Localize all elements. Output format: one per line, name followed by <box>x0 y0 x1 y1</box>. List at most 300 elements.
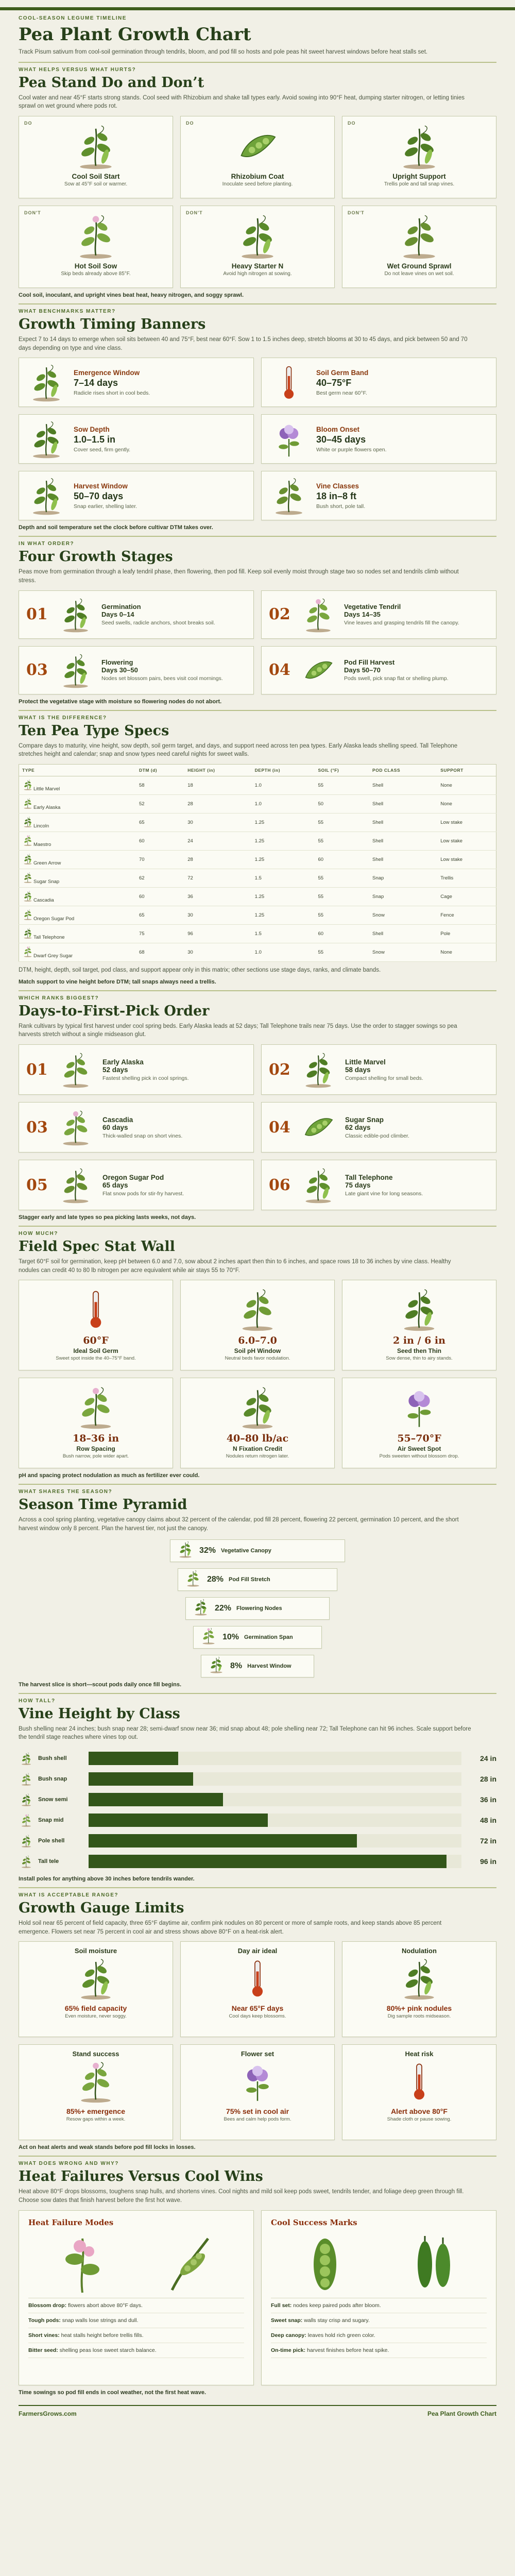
table-cell: 1.0 <box>252 795 315 814</box>
stat-label: Soil pH Window <box>234 1347 281 1355</box>
table-cell: 1.25 <box>252 906 315 925</box>
gauge-sub: Shade cloth or pause sowing. <box>387 2116 452 2123</box>
table-cell: 30 <box>184 943 251 962</box>
pick-plant-icon <box>56 1164 95 1206</box>
type-name: Early Alaska <box>33 805 61 811</box>
pick-sub: Compact shelling for small beds. <box>345 1075 423 1081</box>
section-title: Four Growth Stages <box>19 549 173 565</box>
bar-track <box>89 1752 461 1765</box>
banner-value: 50–70 days <box>74 490 124 501</box>
table-cell: Fence <box>437 906 496 925</box>
bar-value: 28 in <box>480 1775 496 1784</box>
stage-title: Germination <box>101 603 141 611</box>
stat-value: 40–80 lb/ac <box>226 1433 289 1445</box>
stat-icon <box>348 1383 491 1431</box>
table-cell: 28 <box>184 795 251 814</box>
type-name: Oregon Sugar Pod <box>33 916 75 922</box>
divider <box>19 1887 496 1888</box>
leaf-icon <box>22 860 33 866</box>
heat-list <box>28 2298 244 2358</box>
tile-sub: Inoculate seed before planting. <box>222 181 293 188</box>
tier-percent: 22% <box>215 1603 232 1613</box>
field-grid <box>19 1280 496 1468</box>
type-name: Dwarf Grey Sugar <box>33 953 73 959</box>
leaf-icon <box>22 935 33 940</box>
stat-sub: Sweet spot inside the 40–75°F band. <box>56 1355 136 1362</box>
banner-title: Emergence Window <box>74 368 140 377</box>
gauge-title: Stand success <box>72 2050 119 2058</box>
stat-label: N Fixation Credit <box>232 1445 282 1453</box>
stat-label: Ideal Soil Germ <box>73 1347 118 1355</box>
table-cell: 58 <box>136 776 184 795</box>
stage-plant-icon <box>57 651 94 690</box>
do-dont-tile <box>19 116 173 198</box>
section-intro: Heat above 80°F drops blossoms, toughens snap hulls, and shortens vines. Cool nights and mild soil keep pods sweet, tendrils tender, and foliage deep green through fill. Choose sow dates that finish harvest before the first hot wave. <box>19 2189 464 2204</box>
type-name: Tall Telephone <box>33 935 65 941</box>
banner-value: 1.0–1.5 in <box>74 434 116 445</box>
pick-card <box>261 1102 496 1153</box>
section-eyebrow: WHICH RANKS BIGGEST? <box>19 995 99 1001</box>
divider <box>19 1693 496 1694</box>
type-name: Maestro <box>33 842 52 848</box>
bar-fill <box>89 1814 268 1827</box>
pick-title: Oregon Sugar Pod <box>102 1173 164 1181</box>
gauge-sub: Cool days keep blossoms. <box>229 2013 286 2020</box>
leaf-icon <box>22 842 33 848</box>
pick-sub: Classic edible-pod climber. <box>345 1132 409 1139</box>
section-title: Heat Failures Versus Cool Wins <box>19 2168 263 2185</box>
item-text: leaves hold rich green color. <box>307 2332 375 2338</box>
stages-grid <box>19 590 496 694</box>
pyramid-tier <box>201 1655 314 1677</box>
table-cell: 75 <box>136 925 184 943</box>
section-eyebrow: WHAT HELPS VERSUS WHAT HURTS? <box>19 66 136 73</box>
banner-icon <box>25 362 67 403</box>
panel-title: Heat Failure Modes <box>28 2217 114 2227</box>
table-cell: 1.25 <box>252 832 315 851</box>
tier-percent: 32% <box>199 1546 216 1555</box>
column-header: SOIL (°F) <box>315 765 369 776</box>
table-cell: 60 <box>315 925 369 943</box>
stage-title: Pod Fill Harvest <box>344 658 395 667</box>
page-title: Pea Plant Growth Chart <box>19 24 251 45</box>
cell-type <box>22 927 133 940</box>
banner-title: Sow Depth <box>74 425 110 433</box>
leaf-icon <box>22 916 33 922</box>
section-eyebrow: WHAT DOES WRONG AND WHY? <box>19 2161 119 2167</box>
gauge-title: Heat risk <box>405 2050 434 2058</box>
section-caption: Act on heat alerts and weak stands before pod fill locks in losses. <box>19 2144 196 2151</box>
gauge-icon <box>348 1955 491 2002</box>
bar-value: 36 in <box>480 1795 496 1804</box>
bar-value: 48 in <box>480 1816 496 1825</box>
table-row <box>19 851 496 869</box>
section-title: Growth Timing Banners <box>19 316 206 333</box>
stat-sub: Nodules return nitrogen later. <box>226 1453 289 1460</box>
gauge-title: Day air ideal <box>237 1947 278 1955</box>
section-eyebrow: WHAT SHARES THE SEASON? <box>19 1489 113 1495</box>
do-dont-tile <box>180 206 335 288</box>
type-name: Little Marvel <box>33 786 60 792</box>
pick-rank: 01 <box>26 1060 48 1079</box>
pick-plant-icon <box>299 1164 338 1206</box>
table-cell: 18 <box>184 776 251 795</box>
gauge-value: Alert above 80°F <box>391 2107 448 2116</box>
section-caption: The harvest slice is short—scout pods daily once fill begins. <box>19 1681 182 1688</box>
leaf-icon <box>22 953 33 959</box>
pick-sub: Flat snow pods for stir-fry harvest. <box>102 1190 184 1197</box>
spec-table-body <box>19 776 496 962</box>
season-section <box>19 1489 496 1687</box>
spec-note: DTM, height, depth, soil target, pod class, and support appear only in this matrix; other sections use stage days, ranks, and climate bands. <box>19 967 381 974</box>
item-text: harvest finishes before heat spike. <box>307 2347 389 2353</box>
stat-card <box>342 1378 496 1468</box>
banner-value: 40–75°F <box>316 377 352 388</box>
stat-icon <box>24 1383 167 1431</box>
type-name: Green Arrow <box>33 860 61 867</box>
banner-title: Bloom Onset <box>316 425 360 433</box>
table-cell: 50 <box>315 795 369 814</box>
table-cell: None <box>437 776 496 795</box>
section-caption: Install poles for anything above 30 inches before tendrils wander. <box>19 1876 195 1883</box>
plant-icon <box>23 122 168 171</box>
panel-illustration <box>28 2231 244 2298</box>
season-pyramid <box>19 1539 496 1677</box>
cell-type <box>22 816 133 829</box>
pick-days: 52 days <box>102 1065 128 1074</box>
cell-type <box>22 853 133 866</box>
stages-section <box>19 541 496 704</box>
stat-sub: Sow dense, thin to airy stands. <box>386 1355 453 1362</box>
tier-percent: 10% <box>222 1632 239 1641</box>
stat-sub: Pods sweeten without blossom drop. <box>379 1453 459 1460</box>
item-key: Sweet snap: <box>271 2317 303 2324</box>
table-row <box>19 943 496 962</box>
stage-plant-icon <box>57 595 94 634</box>
bar-fill <box>89 1834 357 1848</box>
banner-value: 18 in–8 ft <box>316 490 357 501</box>
stage-sub: Pods swell, pick snap flat or shelling plump. <box>344 675 449 682</box>
table-cell: 1.25 <box>252 814 315 832</box>
stage-title: Flowering <box>101 658 133 667</box>
list-item <box>28 2298 244 2313</box>
table-row <box>19 814 496 832</box>
stat-card <box>19 1378 173 1468</box>
vine-bar-chart <box>19 1748 496 1872</box>
table-cell: 1.25 <box>252 888 315 906</box>
pick-sub: Late giant vine for long seasons. <box>345 1190 423 1197</box>
vine-icon <box>19 1793 34 1806</box>
gauge-card <box>19 1941 173 2037</box>
section-title: Field Spec Stat Wall <box>19 1239 175 1255</box>
bar-label: Bush snap <box>38 1776 67 1783</box>
item-key: Bitter seed: <box>28 2347 58 2353</box>
section-title: Growth Gauge Limits <box>19 1900 184 1917</box>
stat-icon <box>24 1285 167 1333</box>
table-cell: 30 <box>184 814 251 832</box>
section-intro: Peas move from germination through a leafy tendril phase, then flowering, then pod fill. Keep soil evenly moist through stage two so nodes set and tendrils climb without stress. <box>19 569 459 584</box>
list-item <box>271 2298 487 2313</box>
table-cell: 55 <box>315 814 369 832</box>
bar-track <box>89 1834 461 1848</box>
column-header: DEPTH (in) <box>252 765 315 776</box>
pick-card <box>19 1044 254 1095</box>
divider <box>19 710 496 711</box>
table-cell: 68 <box>136 943 184 962</box>
stage-title: Vegetative Tendril <box>344 603 401 611</box>
gauge-title: Soil moisture <box>74 1947 117 1955</box>
item-key: On-time pick: <box>271 2347 306 2353</box>
top-accent-bar <box>0 7 515 10</box>
pick-card <box>261 1044 496 1095</box>
banner-sub: Bush short, pole tall. <box>316 503 366 510</box>
bar-label: Tall tele <box>38 1858 59 1865</box>
table-cell: Snow <box>369 943 437 962</box>
section-eyebrow: WHAT IS ACCEPTABLE RANGE? <box>19 1892 118 1899</box>
tier-label: Flowering Nodes <box>236 1605 282 1612</box>
bar-track <box>89 1793 461 1806</box>
stage-plant-icon <box>300 595 337 634</box>
column-header: DTM (d) <box>136 765 184 776</box>
tile-sub: Do not leave vines on wet soil. <box>384 271 454 277</box>
timing-banner <box>261 414 496 464</box>
tile-title: Wet Ground Sprawl <box>387 262 452 270</box>
leaf-icon <box>22 786 33 792</box>
stage-number: 01 <box>26 605 48 624</box>
section-intro: Compare days to maturity, vine height, sow depth, soil germ target, and days, and support need across ten pea types. Early Alaska leads shelling speed. Tall Telephone stretches height and calendar; snap and snow types need careful nights for sweet walls. <box>19 742 458 758</box>
bar-fill <box>89 1772 193 1786</box>
section-caption: Time sowings so pod fill ends in cool weather, not the first heat wave. <box>19 2389 207 2396</box>
pyramid-tier <box>193 1626 322 1649</box>
pick-days: 62 days <box>345 1123 371 1131</box>
bar-track <box>89 1814 461 1827</box>
stage-days: Days 14–35 <box>344 611 381 619</box>
timing-banner <box>261 471 496 520</box>
table-cell: 55 <box>315 906 369 925</box>
tier-label: Harvest Window <box>247 1663 291 1669</box>
table-row <box>19 795 496 814</box>
picks-section <box>19 995 496 1221</box>
gauge-sub: Bees and calm help pods form. <box>224 2116 291 2123</box>
stage-card <box>261 646 496 694</box>
table-cell: Low stake <box>437 832 496 851</box>
pick-title: Sugar Snap <box>345 1115 384 1124</box>
vine-icon <box>19 1814 34 1827</box>
tier-icon <box>192 1598 210 1618</box>
section-eyebrow: HOW MUCH? <box>19 1231 58 1237</box>
tier-icon <box>184 1569 202 1589</box>
tile-tag: DO <box>348 121 356 126</box>
footer-site[interactable]: FarmersGrows.com <box>19 2410 77 2417</box>
pick-rank: 03 <box>26 1118 48 1137</box>
stat-value: 2 in / 6 in <box>393 1335 445 1347</box>
specs-section <box>19 715 496 985</box>
pyramid-tier <box>185 1597 330 1620</box>
vine-icon <box>19 1834 34 1848</box>
column-header: POD CLASS <box>369 765 437 776</box>
pick-plant-icon <box>299 1049 338 1090</box>
pick-plant-icon <box>56 1107 95 1148</box>
bar-label: Snow semi <box>38 1797 68 1803</box>
section-title: Season Time Pyramid <box>19 1497 187 1513</box>
section-caption: Match support to vine height before DTM; tall snaps always need a trellis. <box>19 978 216 985</box>
stat-sub: Neutral beds favor nodulation. <box>225 1355 290 1362</box>
table-cell: Shell <box>369 776 437 795</box>
tile-sub: Trellis pole and tall snap vines. <box>384 181 455 188</box>
pick-title: Little Marvel <box>345 1058 386 1066</box>
bar-track <box>89 1772 461 1786</box>
banner-icon <box>268 418 310 460</box>
table-cell: 60 <box>136 888 184 906</box>
stage-card <box>19 590 254 639</box>
section-intro: Target 60°F soil for germination, keep pH between 6.0 and 7.0, sow about 2 inches apart then thin to 6 inches, and space rows 18 to 36 inches by vine class. Healthy nodules can credit 40 to 80 lb nitrogen per acre equivalent while air stays 55 to 70°F. <box>19 1259 451 1274</box>
banner-value: 30–45 days <box>316 434 366 445</box>
stage-card <box>261 590 496 639</box>
bar-value: 96 in <box>480 1857 496 1866</box>
vine-icon <box>19 1772 34 1786</box>
type-name: Sugar Snap <box>33 879 60 885</box>
table-cell: 55 <box>315 832 369 851</box>
vine-icon <box>19 1855 34 1868</box>
section-title: Pea Stand Do and Don’t <box>19 74 204 91</box>
list-item <box>271 2313 487 2328</box>
pick-days: 60 days <box>102 1123 128 1131</box>
picks-grid <box>19 1044 496 1210</box>
stand-section <box>19 67 496 298</box>
table-cell: Shell <box>369 814 437 832</box>
stat-card <box>19 1280 173 1370</box>
plant-icon <box>185 122 330 171</box>
footer <box>19 2405 496 2417</box>
vine-icon <box>19 1752 34 1765</box>
stage-sub: Seed swells, radicle anchors, shoot breaks soil. <box>101 620 215 626</box>
gauge-title: Nodulation <box>402 1947 437 1955</box>
divider <box>19 1226 496 1227</box>
tile-tag: DON'T <box>348 210 365 216</box>
plant-icon <box>185 211 330 260</box>
section-caption: Depth and soil temperature set the clock before cultivar DTM takes over. <box>19 524 213 531</box>
banner-icon <box>25 475 67 516</box>
bar-fill <box>89 1752 178 1765</box>
panel-illustration <box>271 2231 487 2298</box>
stage-days: Days 30–50 <box>101 666 138 674</box>
banner-sub: White or purple flowers open. <box>316 446 387 453</box>
bar-label: Pole shell <box>38 1838 65 1844</box>
stat-card <box>342 1280 496 1370</box>
section-caption: pH and spacing protect nodulation as much as fertilizer ever could. <box>19 1472 200 1479</box>
pyramid-tier <box>170 1539 345 1562</box>
table-cell: Shell <box>369 851 437 869</box>
column-header: SUPPORT <box>437 765 496 776</box>
table-row <box>19 925 496 943</box>
tile-title: Cool Soil Start <box>72 173 120 181</box>
tile-sub: Skip beds already above 85°F. <box>61 271 131 277</box>
divider <box>19 303 496 304</box>
table-cell: Low stake <box>437 814 496 832</box>
stand-grid <box>19 116 496 288</box>
gauge-card <box>180 1941 335 2037</box>
section-intro: Across a cool spring planting, vegetative canopy claims about 32 percent of the calendar, pod fill 28 percent, flowering 22 percent, germination 10 percent, and the short harvest window only 8 percent. Plan the harvest tier, not just the canopy. <box>19 1517 459 1532</box>
item-key: Full set: <box>271 2302 292 2309</box>
stage-card <box>19 646 254 694</box>
gauge-sub: Dig sample roots midseason. <box>387 2013 451 2020</box>
tile-title: Rhizobium Coat <box>231 173 284 181</box>
gauge-card <box>342 1941 496 2037</box>
pick-card <box>261 1160 496 1210</box>
stage-number: 04 <box>269 661 290 680</box>
gauge-grid <box>19 1941 496 2140</box>
failures-section <box>19 2161 496 2395</box>
divider <box>19 62 496 63</box>
table-row <box>19 906 496 925</box>
stat-value: 18–36 in <box>72 1433 119 1445</box>
gauge-icon <box>186 2058 329 2105</box>
list-item <box>271 2328 487 2343</box>
table-cell: Shell <box>369 925 437 943</box>
gauges-section <box>19 1892 496 2150</box>
timing-banner <box>19 414 254 464</box>
do-dont-tile <box>19 206 173 288</box>
cell-type <box>22 798 133 810</box>
list-item <box>28 2313 244 2328</box>
cell-type <box>22 909 133 922</box>
banner-sub: Radicle rises short in cool beds. <box>74 389 150 396</box>
divider <box>19 1484 496 1485</box>
section-intro: Cool water and near 45°F starts strong stands. Cool seed with Rhizobium and shake tall types early. Avoid sowing into 90°F heat, dumping starter nitrogen, or letting tinies sprawl on wet ground where pods rot. <box>19 94 465 110</box>
table-cell: 65 <box>136 906 184 925</box>
table-row <box>19 776 496 795</box>
tile-tag: DON'T <box>24 210 41 216</box>
eyebrow: COOL-SEASON LEGUME TIMELINE <box>19 15 127 21</box>
column-header: TYPE <box>19 765 136 776</box>
bar-fill <box>89 1855 447 1868</box>
heat-failure-panel <box>19 2210 254 2385</box>
gauge-icon <box>186 1955 329 2002</box>
pick-rank: 05 <box>26 1176 48 1194</box>
tier-icon <box>177 1540 194 1561</box>
banner-icon <box>268 362 310 403</box>
section-intro: Expect 7 to 14 days to emerge when soil sits between 40 and 75°F, best near 60°F. Sow 1 to 1.5 inches deep, stretch blooms at 30 to 45 days, and pick between 50 and 70 days depending on type and vine class. <box>19 336 468 351</box>
table-cell: 1.25 <box>252 851 315 869</box>
section-eyebrow: WHAT BENCHMARKS MATTER? <box>19 309 116 315</box>
table-row <box>19 869 496 888</box>
section-caption: Protect the vegetative stage with moisture so flowering nodes do not abort. <box>19 698 222 705</box>
banner-title: Harvest Window <box>74 482 128 490</box>
banner-title: Soil Germ Band <box>316 368 369 377</box>
footer-title: Pea Plant Growth Chart <box>427 2410 496 2417</box>
tile-tag: DON'T <box>186 210 203 216</box>
gauge-value: Near 65°F days <box>231 2004 284 2013</box>
item-text: snap walls lose strings and dull. <box>62 2317 139 2324</box>
section-eyebrow: WHAT IS THE DIFFERENCE? <box>19 715 107 721</box>
stat-label: Row Spacing <box>76 1445 115 1453</box>
gauge-value: 75% set in cool air <box>226 2107 289 2116</box>
pick-plant-icon <box>56 1049 95 1090</box>
plant-icon <box>347 122 492 171</box>
stage-sub: Nodes set blossom pairs, bees visit cool mornings. <box>101 675 223 682</box>
cool-success-panel <box>261 2210 496 2385</box>
item-text: walls stay crisp and sugary. <box>304 2317 370 2324</box>
gauge-icon <box>348 2058 491 2105</box>
section-title: Vine Height by Class <box>19 1705 180 1722</box>
table-cell: Cage <box>437 888 496 906</box>
do-dont-tile <box>180 116 335 198</box>
cell-type <box>22 779 133 792</box>
gauge-sub: Even moisture, never soggy. <box>65 2013 127 2020</box>
vine-section <box>19 1698 496 1882</box>
height-bar-row <box>19 1769 496 1789</box>
table-cell: 52 <box>136 795 184 814</box>
